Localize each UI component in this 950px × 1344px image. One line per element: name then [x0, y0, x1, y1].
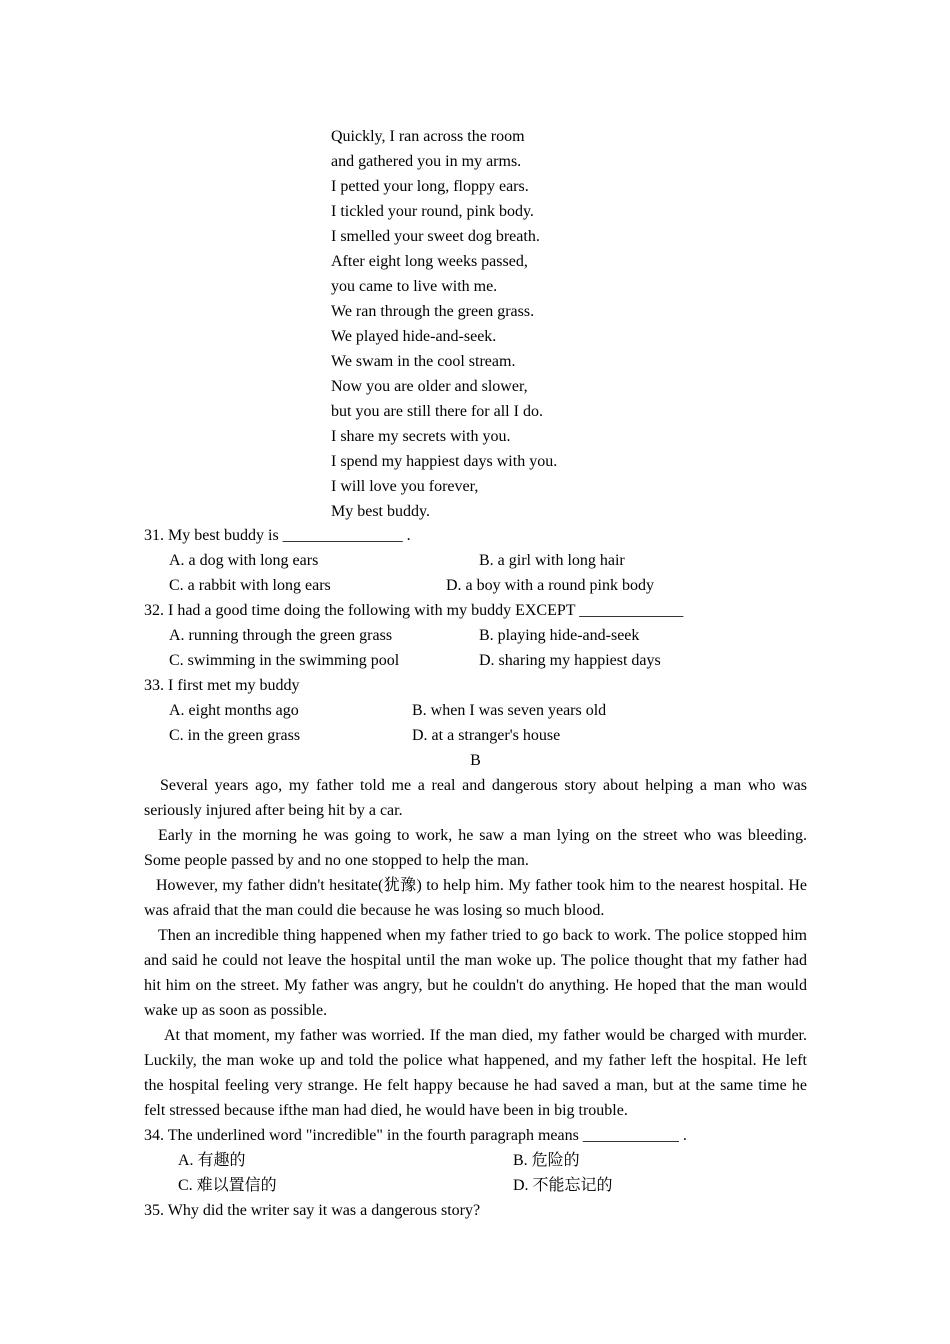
poem-line: and gathered you in my arms. — [331, 153, 522, 170]
question-33-option-c: C. in the green grass — [169, 727, 301, 744]
poem-line: I tickled your round, pink body. — [331, 203, 534, 220]
question-31-stem: 31. My best buddy is _______________ . — [144, 527, 411, 544]
question-33-option-a: A. eight months ago — [169, 702, 299, 719]
poem-line: We played hide-and-seek. — [331, 328, 497, 345]
poem-line: Now you are older and slower, — [331, 378, 528, 395]
question-34-option-d: D. 不能忘记的 — [513, 1177, 613, 1194]
poem — [331, 124, 691, 524]
passage-paragraph-5: At that moment, my father was worried. If the man died, my father would be charged with murder. Luckily, the man woke up and told the police what happened, and my father left the hospital. He left the hospital feeling very strange. He felt happy because he had saved a man, but at the same time he felt stressed because ifthe man had died, he would have been in big trouble. — [144, 1027, 807, 1119]
poem-line: I smelled your sweet dog breath. — [331, 228, 540, 245]
passage-paragraph-1: Several years ago, my father told me a real and dangerous story about helping a man who was seriously injured after being hit by a car. — [144, 777, 807, 819]
question-31-option-b: B. a girl with long hair — [479, 552, 625, 569]
question-33-option-d: D. at a stranger's house — [412, 727, 561, 744]
poem-line: I spend my happiest days with you. — [331, 453, 558, 470]
question-34-option-c: C. 难以置信的 — [178, 1177, 277, 1194]
question-33-option-b: B. when I was seven years old — [412, 702, 607, 719]
poem-line: you came to live with me. — [331, 278, 498, 295]
section-b-heading: B — [470, 752, 481, 769]
poem-line: I petted your long, floppy ears. — [331, 178, 529, 195]
poem-line: Quickly, I ran across the room — [331, 128, 525, 145]
poem-line: We swam in the cool stream. — [331, 353, 516, 370]
passage-paragraph-3: However, my father didn't hesitate(犹豫) to help him. My father took him to the nearest hospital. He was afraid that the man could die because he was losing so much blood. — [144, 877, 807, 919]
question-32-option-b: B. playing hide-and-seek — [479, 627, 640, 644]
question-32-option-c: C. swimming in the swimming pool — [169, 652, 400, 669]
question-34-option-b: B. 危险的 — [513, 1152, 580, 1169]
question-31-option-c: C. a rabbit with long ears — [169, 577, 331, 594]
question-32-option-a: A. running through the green grass — [169, 627, 393, 644]
poem-line: I share my secrets with you. — [331, 428, 511, 445]
question-33-stem: 33. I first met my buddy — [144, 677, 300, 694]
passage-paragraph-2: Early in the morning he was going to work, he saw a man lying on the street who was bleeding. Some people passed by and no one stopped to help the man. — [144, 827, 807, 869]
poem-line: After eight long weeks passed, — [331, 253, 528, 270]
poem-line: I will love you forever, — [331, 478, 479, 495]
question-32-stem: 32. I had a good time doing the following with my buddy EXCEPT _____________ — [144, 602, 684, 619]
question-31-option-d: D. a boy with a round pink body — [446, 577, 654, 594]
question-34-stem: 34. The underlined word "incredible" in the fourth paragraph means ____________ . — [144, 1127, 687, 1144]
poem-line: My best buddy. — [331, 503, 430, 520]
question-34-option-a: A. 有趣的 — [178, 1152, 246, 1169]
poem-line: We ran through the green grass. — [331, 303, 535, 320]
question-31-option-a: A. a dog with long ears — [169, 552, 319, 569]
question-32-option-d: D. sharing my happiest days — [479, 652, 661, 669]
question-35-stem: 35. Why did the writer say it was a dangerous story? — [144, 1202, 481, 1219]
passage-paragraph-4: Then an incredible thing happened when my father tried to go back to work. The police stopped him and said he could not leave the hospital until the man woke up. The police thought that my father had hit him on the street. My father was angry, but he couldn't do anything. He hoped that the man would wake up as soon as possible. — [144, 927, 807, 1019]
poem-line: but you are still there for all I do. — [331, 403, 543, 420]
